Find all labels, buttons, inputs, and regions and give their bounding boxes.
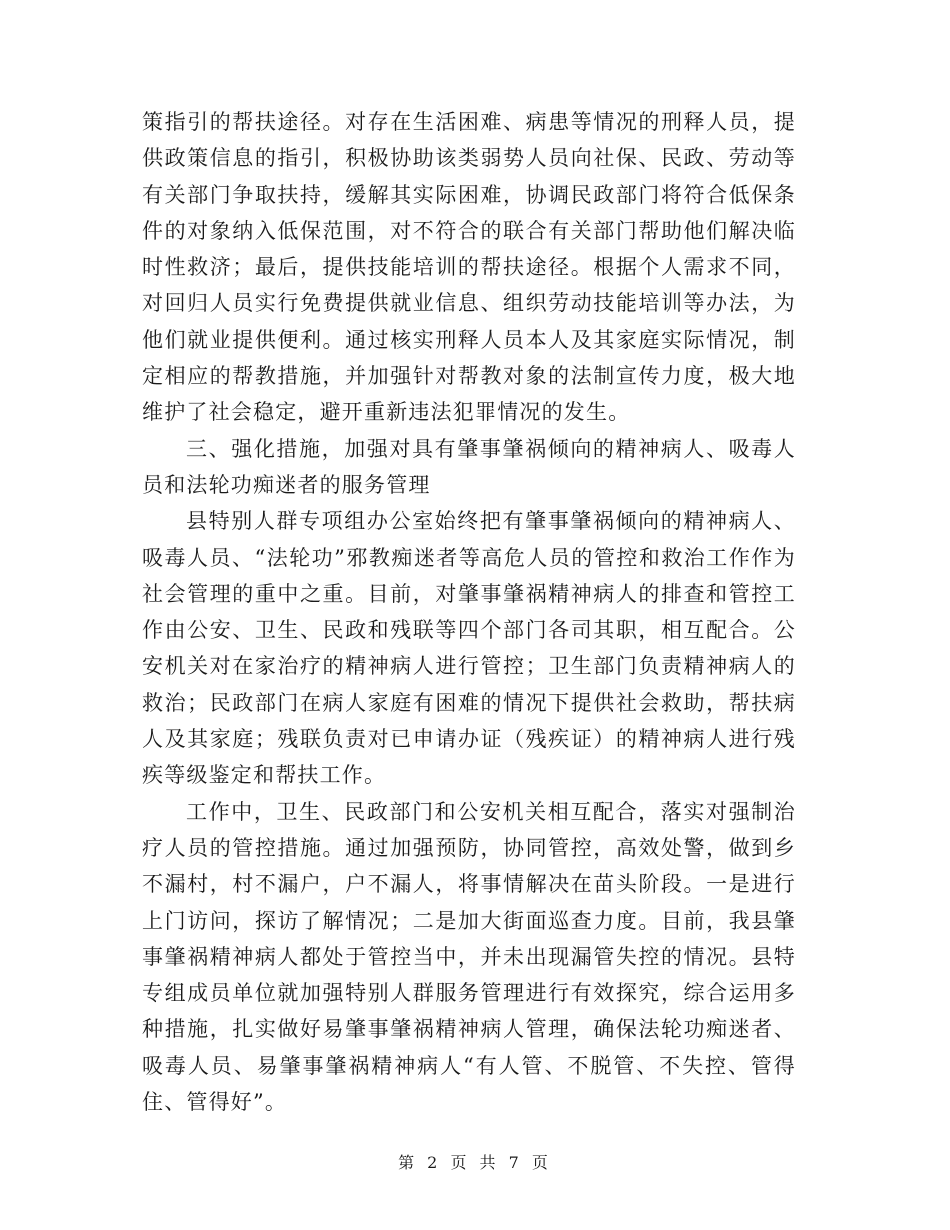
page-number-footer: 第 2 页 共 7 页 xyxy=(398,1153,552,1172)
paragraph-cooperation: 工作中，卫生、民政部门和公安机关相互配合，落实对强制治疗人员的管控措施。通过加强预防，协同管控，高效处警，做到乡不漏村，村不漏户，户不漏人，将事情解决在苗头阶段。一是进行上门访问，探访了解情况；二是加大街面巡查力度。目前，我县肇事肇祸精神病人都处于管控当中，并未出现漏管失控的情况。县特专组成员单位就加强特别人群服务管理进行有效探究，综合运用多种措施，扎实做好易肇事肇祸精神病人管理，确保法轮功痴迷者、吸毒人员、易肇事肇祸精神病人“有人管、不脱管、不失控、管得住、管得好”。 xyxy=(142,799,796,1115)
paragraph-continuation: 策指引的帮扶途径。对存在生活困难、病患等情况的刑释人员，提供政策信息的指引，积极协助该类弱势人员向社保、民政、劳动等有关部门争取扶持，缓解其实际困难，协调民政部门将符合低保条件的对象纳入低保范围，对不符合的联合有关部门帮助他们解决临时性救济；最后，提供技能培训的帮扶途径。根据个人需求不同，对回归人员实行免费提供就业信息、组织劳动技能培训等办法，为他们就业提供便利。通过核实刑释人员本人及其家庭实际情况，制定相应的帮教措施，并加强针对帮教对象的法制宣传力度，极大地维护了社会稳定，避开重新违法犯罪情况的发生。 xyxy=(142,110,796,425)
paragraph-special-group: 县特别人群专项组办公室始终把有肇事肇祸倾向的精神病人、吸毒人员、“法轮功”邪教痴迷者等高危人员的管控和救治工作作为社会管理的重中之重。目前，对肇事肇祸精神病人的排查和管控工作由公安、卫生、民政和残联等四个部门各司其职，相互配合。公安机关对在家治疗的精神病人进行管控；卫生部门负责精神病人的救治；民政部门在病人家庭有困难的情况下提供社会救助，帮扶病人及其家庭；残联负责对已申请办证（残疾证）的精神病人进行残疾等级鉴定和帮扶工作。 xyxy=(142,509,796,788)
document-body xyxy=(142,104,796,1120)
section-heading: 三、强化措施，加强对具有肇事肇祸倾向的精神病人、吸毒人员和法轮功痴迷者的服务管理 xyxy=(142,436,796,497)
